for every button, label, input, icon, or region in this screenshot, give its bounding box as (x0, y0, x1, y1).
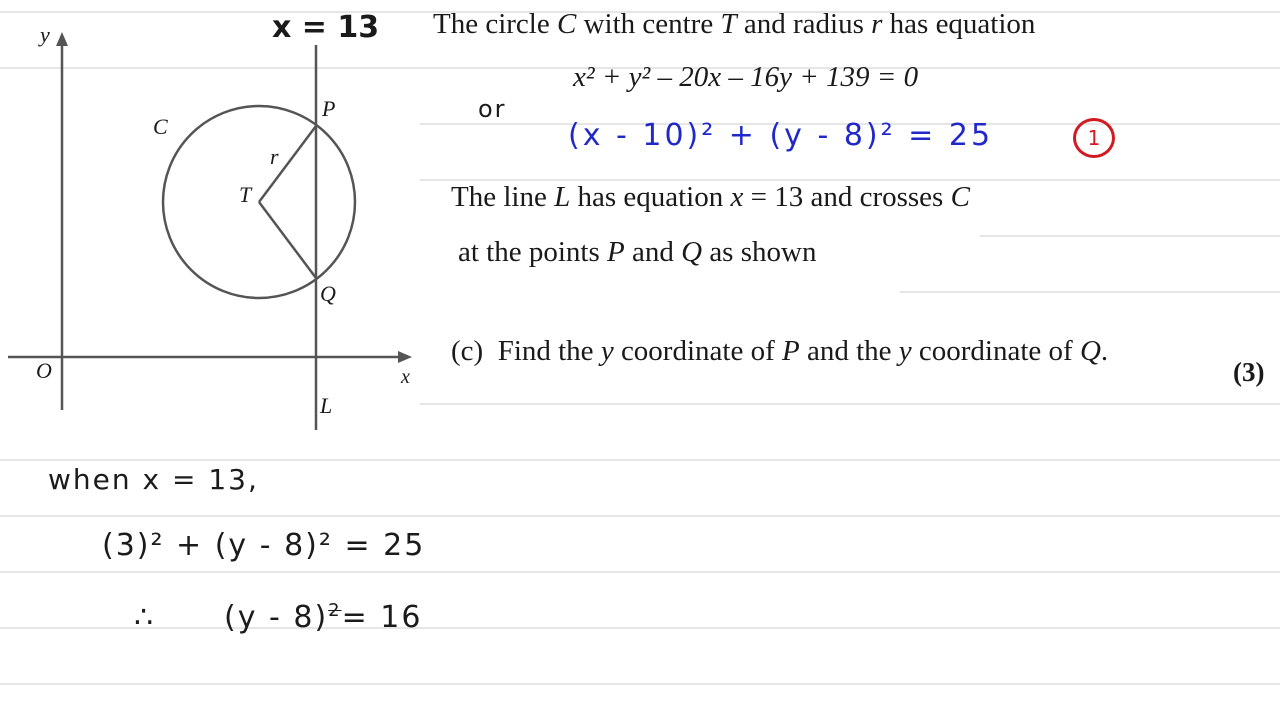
question-line-3: at the points P and Q as shown (458, 236, 817, 268)
question-line-1: The circle C with centre T and radius r has equation (433, 8, 1036, 40)
mark-circle: 1 (1073, 118, 1115, 158)
working-line-1: when x = 13, (48, 463, 259, 496)
line-equation-label: x = 13 (272, 10, 380, 45)
x-axis-arrow (398, 351, 412, 363)
y-axis-arrow (56, 32, 68, 46)
y-axis-label: y (40, 22, 50, 47)
question-part-c: (c) Find the y coordinate of P and the y coordinate of Q. (451, 335, 1109, 367)
therefore-symbol: ∴ (134, 600, 156, 635)
centre-label: T (239, 182, 252, 207)
completed-square-equation: (x - 10)² + (y - 8)² = 25 (568, 118, 994, 153)
origin-label: O (36, 358, 52, 383)
segment-tq (259, 202, 316, 278)
crossed-power: 2 (328, 600, 342, 621)
marks-label: (3) (1233, 357, 1265, 387)
circle-equation: x² + y² – 20x – 16y + 139 = 0 (573, 61, 919, 93)
x-axis-label: x (401, 366, 410, 388)
working-line-2: (3)² + (y - 8)² = 25 (102, 528, 426, 563)
working-line-3: (y - 8)$^2$= 16 (224, 600, 423, 635)
q-label: Q (320, 281, 336, 306)
or-annotation: or (478, 95, 507, 123)
segment-tp (259, 126, 316, 202)
circle-label: C (153, 114, 168, 139)
radius-label: r (270, 144, 279, 169)
p-label: P (322, 96, 336, 121)
circle-diagram (0, 0, 430, 440)
question-line-2: The line L has equation x = 13 and crosses C (451, 181, 970, 213)
line-l-label: L (320, 393, 333, 418)
